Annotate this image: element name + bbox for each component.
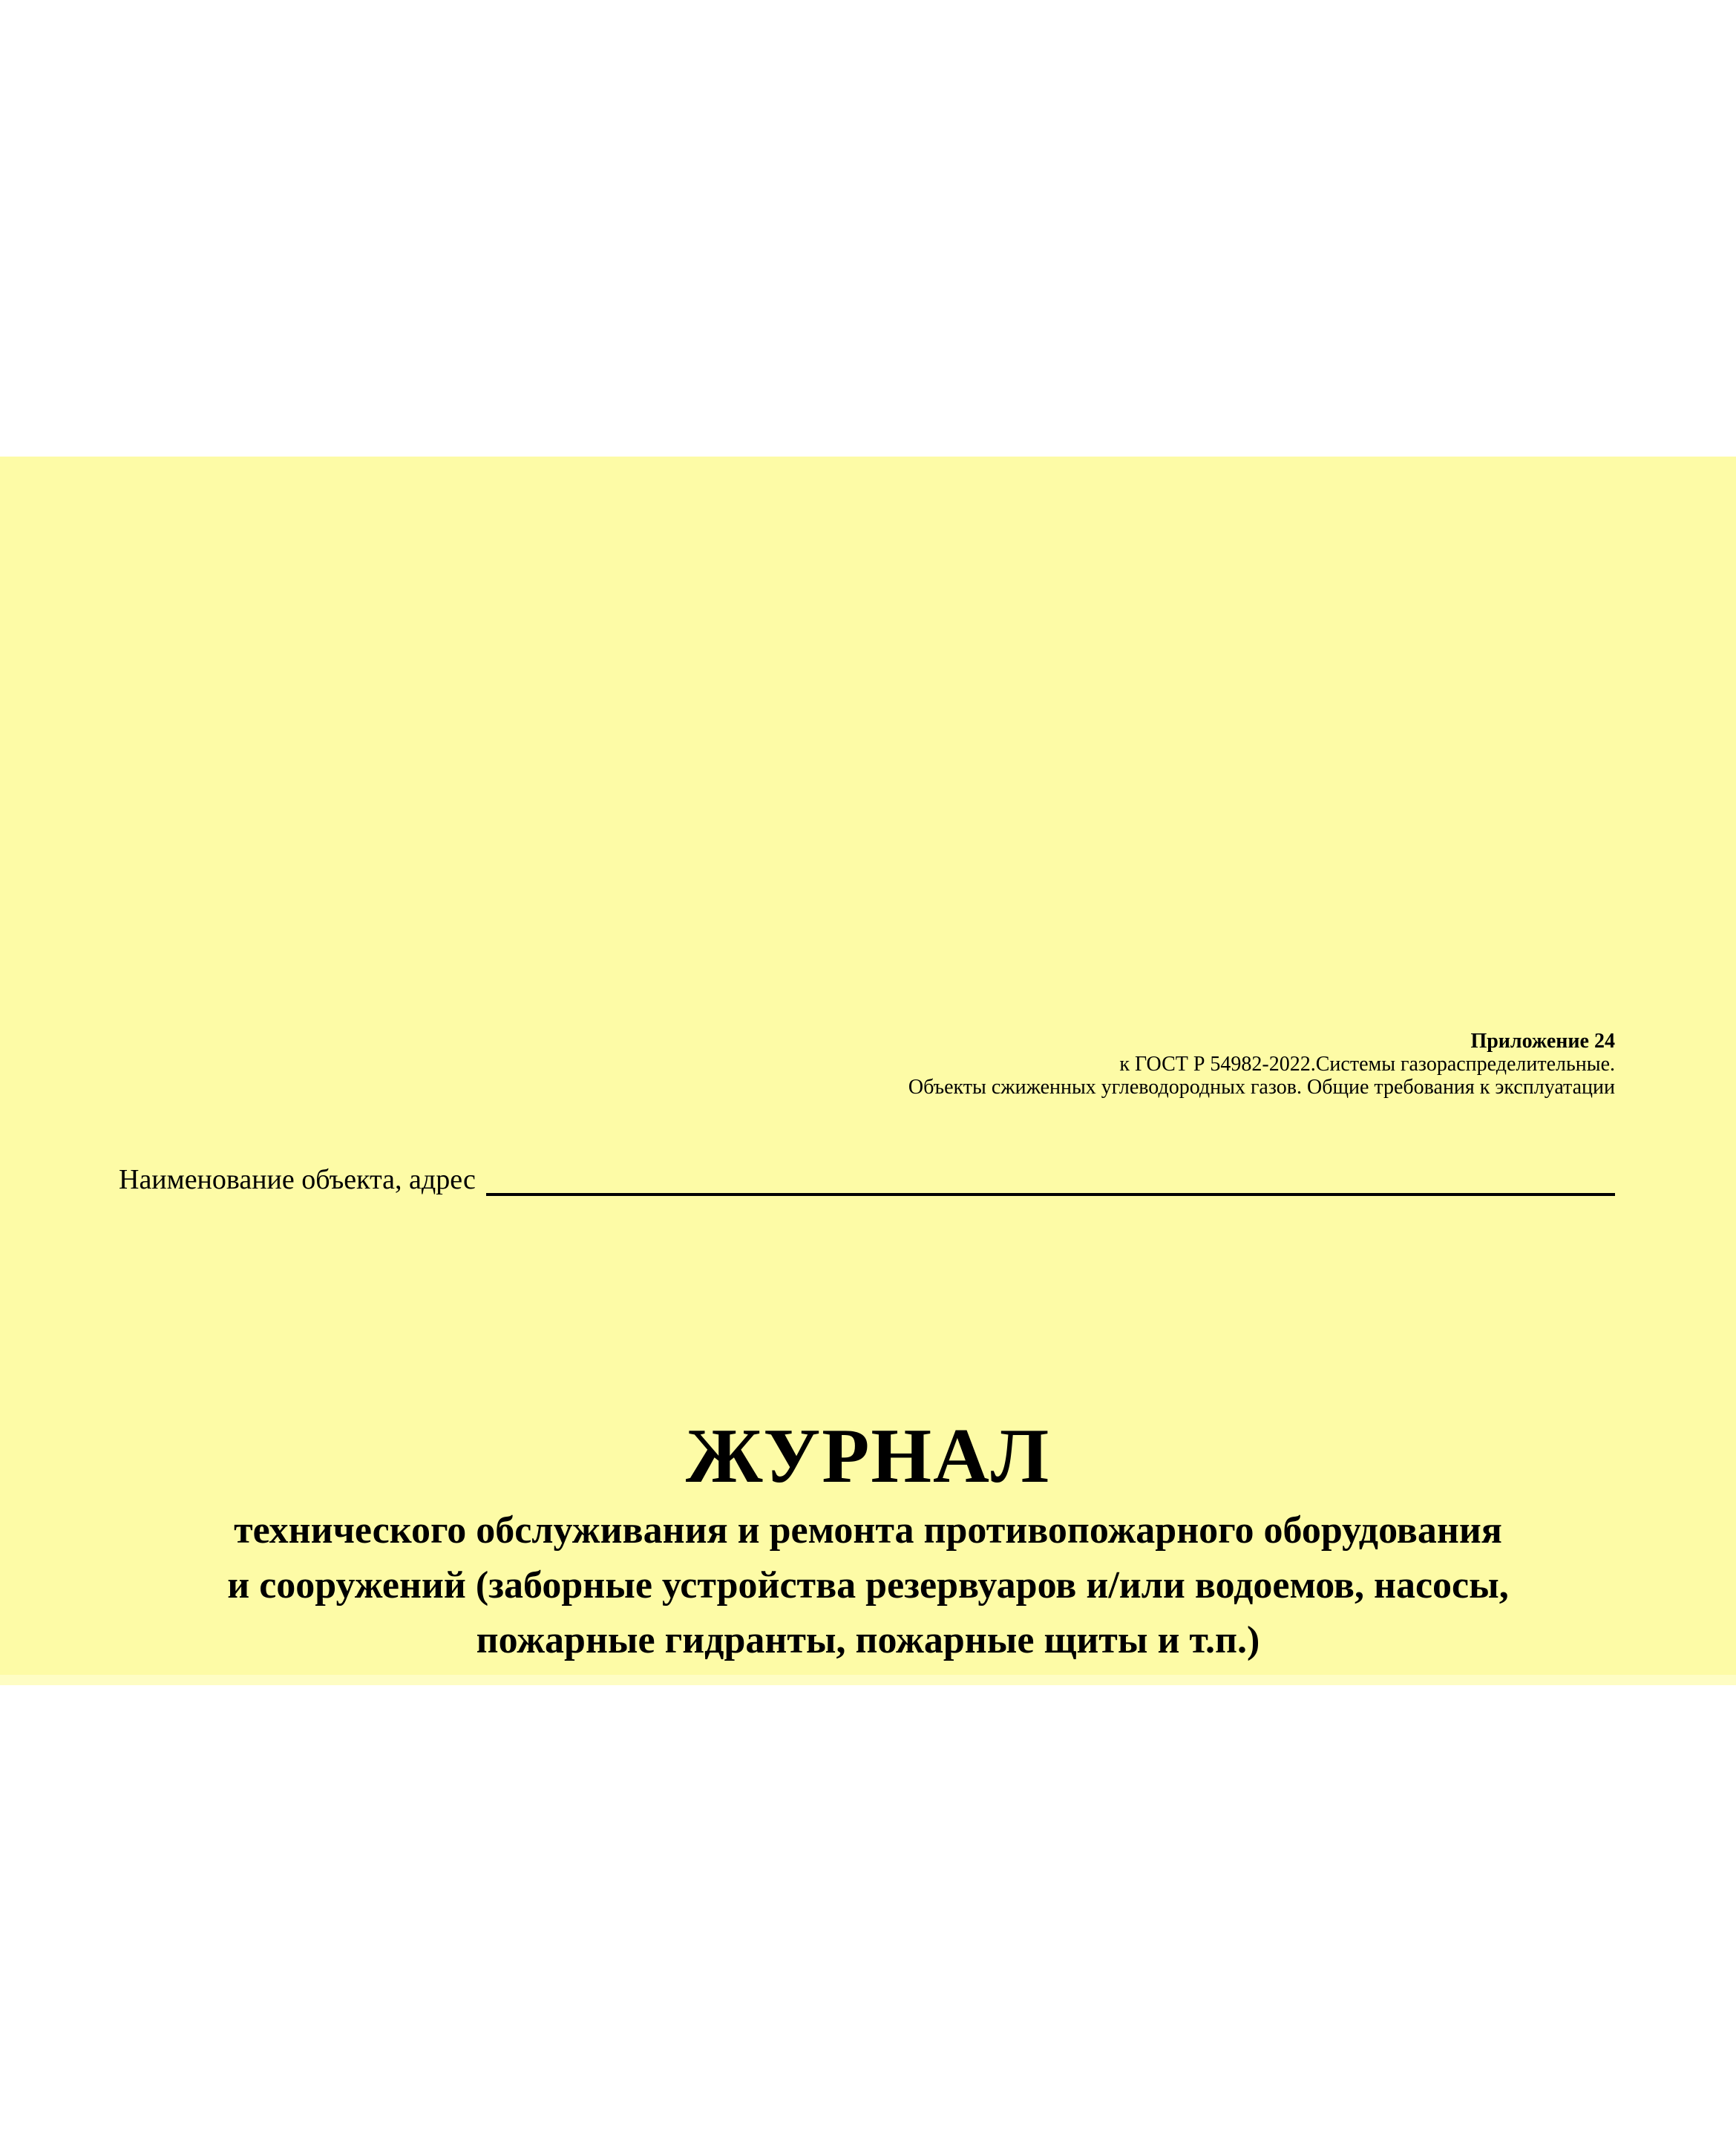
journal-subtitle-line-3: пожарные гидранты, пожарные щиты и т.п.) xyxy=(476,1619,1260,1661)
journal-subtitle-line-1: технического обслуживания и ремонта противопожарного оборудования xyxy=(234,1509,1502,1552)
appendix-reference-block xyxy=(908,1030,1615,1099)
gost-standard-reference: к ГОСТ Р 54982-2022.Системы газораспределительные. xyxy=(1119,1053,1615,1076)
gost-standard-subject: Объекты сжиженных углеводородных газов. Общие требования к эксплуатации xyxy=(908,1076,1615,1099)
sheet-bottom-edge xyxy=(0,1675,1736,1685)
journal-title: ЖУРНАЛ xyxy=(685,1412,1051,1499)
journal-cover-sheet xyxy=(0,457,1736,1685)
journal-subtitle xyxy=(0,1503,1736,1668)
appendix-number: Приложение 24 xyxy=(1470,1030,1615,1053)
journal-subtitle-line-2: и сооружений (заборные устройства резервуаров и/или водоемов, насосы, xyxy=(227,1564,1509,1607)
object-name-blank-line xyxy=(486,1163,1615,1196)
object-name-label: Наименование объекта, адрес xyxy=(119,1164,476,1195)
object-name-row xyxy=(119,1163,1615,1199)
